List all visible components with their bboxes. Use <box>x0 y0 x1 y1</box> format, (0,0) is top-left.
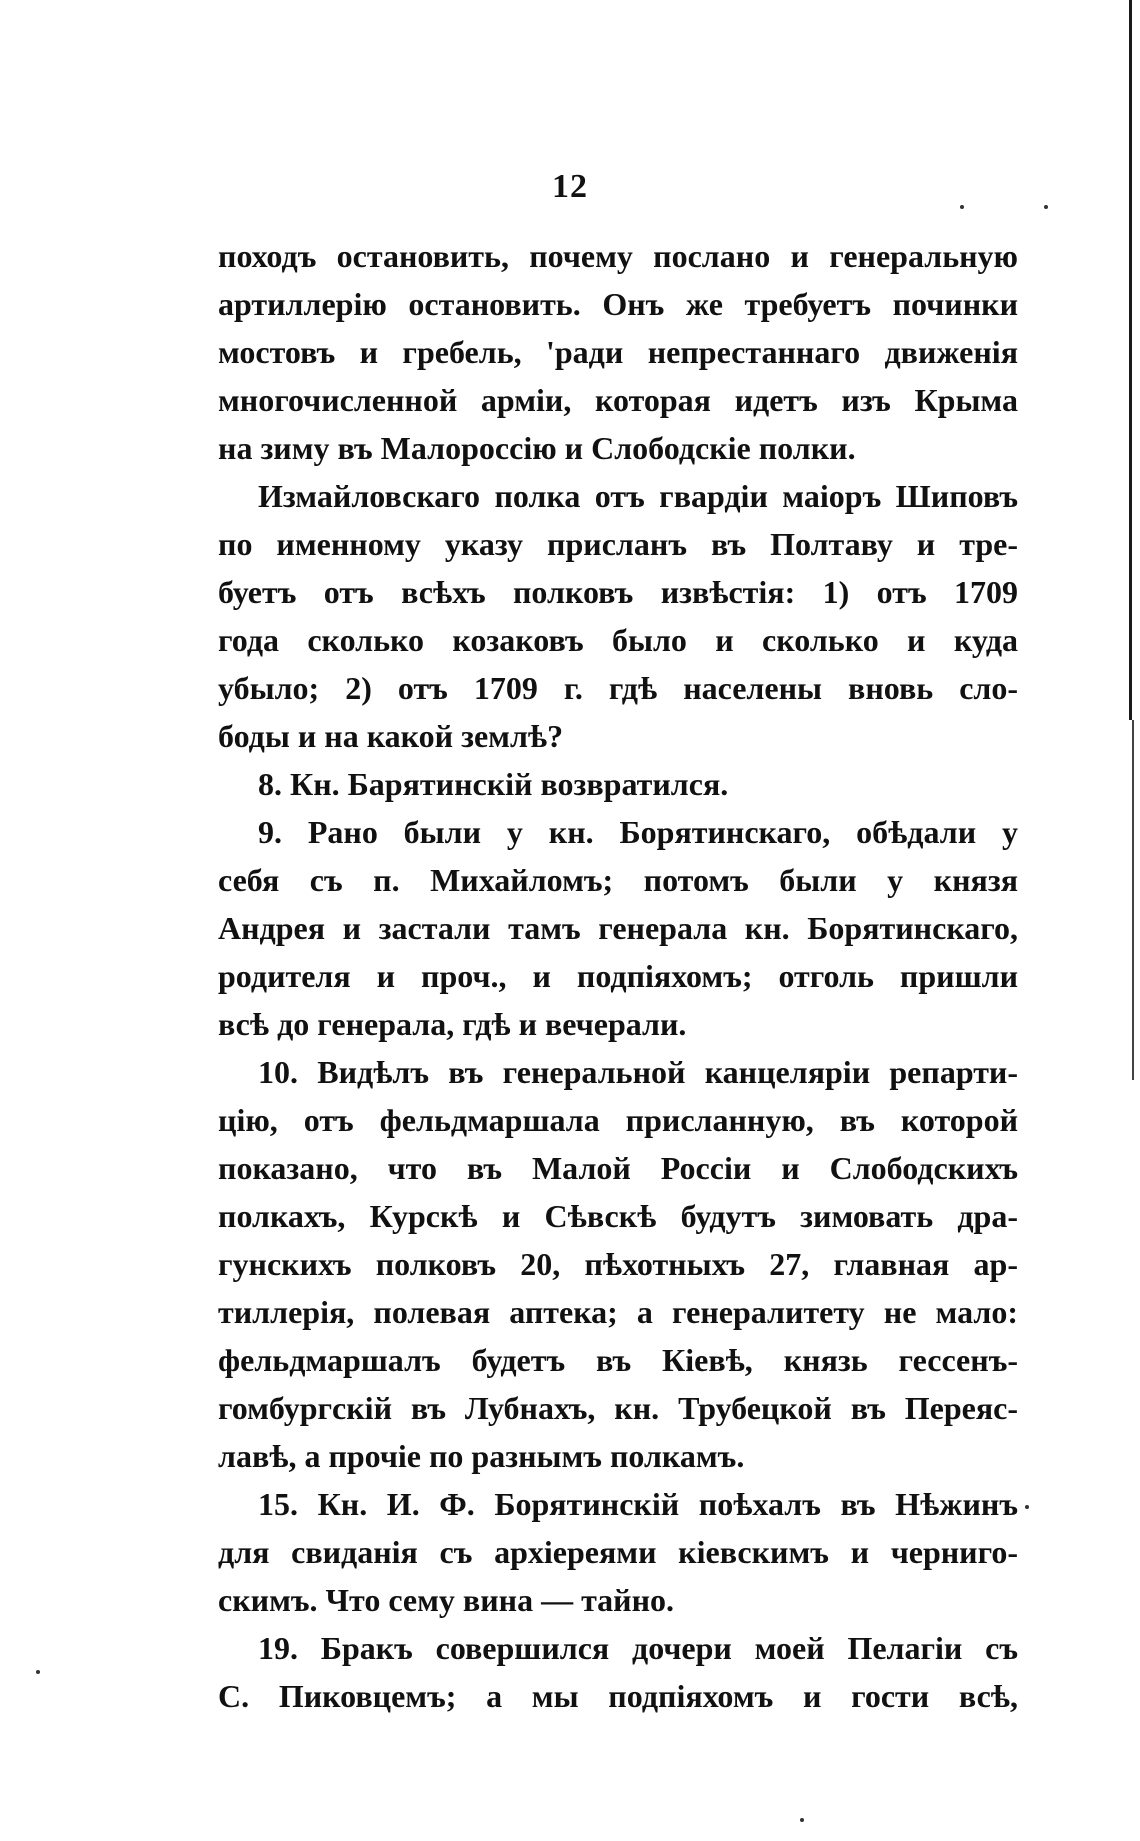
page-number: 12 <box>552 168 588 205</box>
text-line: буетъ отъ всѣхъ полковъ извѣстія: 1) отъ 1709 <box>218 574 1018 610</box>
body-text <box>218 232 1018 1720</box>
text-line: убыло; 2) отъ 1709 г. гдѣ населены вновь сло- <box>218 670 1018 706</box>
text-line: многочисленной арміи, которая идетъ изъ Крыма <box>218 382 1018 418</box>
scan-edge-shadow-lower <box>1132 720 1134 1080</box>
scan-speck <box>960 205 964 209</box>
text-line: 19. Бракъ совершился дочери моей Пелагіи съ <box>258 1630 1018 1666</box>
text-line: себя съ п. Михайломъ; потомъ были у князя <box>218 862 1018 898</box>
text-line: С. Пиковцемъ; а мы подпіяхомъ и гости всѣ, <box>218 1678 1018 1714</box>
text-line: боды и на какой землѣ? <box>218 718 564 754</box>
text-line: года сколько козаковъ было и сколько и куда <box>218 622 1018 658</box>
text-line: гунскихъ полковъ 20, пѣхотныхъ 27, главная ар- <box>218 1246 1018 1282</box>
text-line: Андрея и застали тамъ генерала кн. Борятинскаго, <box>218 910 1018 946</box>
text-line: гомбургскій въ Лубнахъ, кн. Трубецкой въ Переяс- <box>218 1390 1018 1426</box>
text-line: 15. Кн. И. Ф. Борятинскій поѣхалъ въ Нѣжинъ <box>258 1486 1018 1522</box>
scan-speck <box>1044 205 1048 209</box>
scan-speck <box>36 1670 40 1674</box>
text-line: по именному указу присланъ въ Полтаву и тре- <box>218 526 1018 562</box>
text-line: 10. Видѣлъ въ генеральной канцеляріи репарти- <box>258 1054 1018 1090</box>
scan-speck <box>800 1818 804 1822</box>
text-line: тиллерія, полевая аптека; а генералитету не мало: <box>218 1294 1018 1330</box>
text-line: цію, отъ фельдмаршала присланную, въ которой <box>218 1102 1018 1138</box>
text-line: фельдмаршалъ будетъ въ Кіевѣ, князь гессенъ- <box>218 1342 1018 1378</box>
text-line: скимъ. Что сему вина — тайно. <box>218 1582 675 1618</box>
text-line: всѣ до генерала, гдѣ и вечерали. <box>218 1006 687 1042</box>
text-line: показано, что въ Малой Россіи и Слободскихъ <box>218 1150 1018 1186</box>
text-line: артиллерію остановить. Онъ же требуетъ починки <box>218 286 1018 322</box>
text-line: 8. Кн. Барятинскій возвратился. <box>258 766 729 802</box>
text-line: родителя и проч., и подпіяхомъ; отголь пришли <box>218 958 1018 994</box>
text-line: Измайловскаго полка отъ гвардіи маіоръ Шиповъ <box>258 478 1018 514</box>
text-line: для свиданія съ архіереями кіевскимъ и черниго- <box>218 1534 1018 1570</box>
text-line: походъ остановить, почему послано и генеральную <box>218 238 1018 274</box>
text-line: на зиму въ Малороссію и Слободскіе полки. <box>218 430 856 466</box>
scan-speck <box>1025 1505 1029 1509</box>
text-line: мостовъ и гребель, 'ради непрестаннаго движенія <box>218 334 1018 370</box>
scan-edge-shadow <box>1129 0 1132 720</box>
text-line: полкахъ, Курскѣ и Сѣвскѣ будутъ зимовать дра- <box>218 1198 1018 1234</box>
text-line: 9. Рано были у кн. Борятинскаго, обѣдали у <box>258 814 1018 850</box>
text-line: лавѣ, а прочіе по разнымъ полкамъ. <box>218 1438 745 1474</box>
